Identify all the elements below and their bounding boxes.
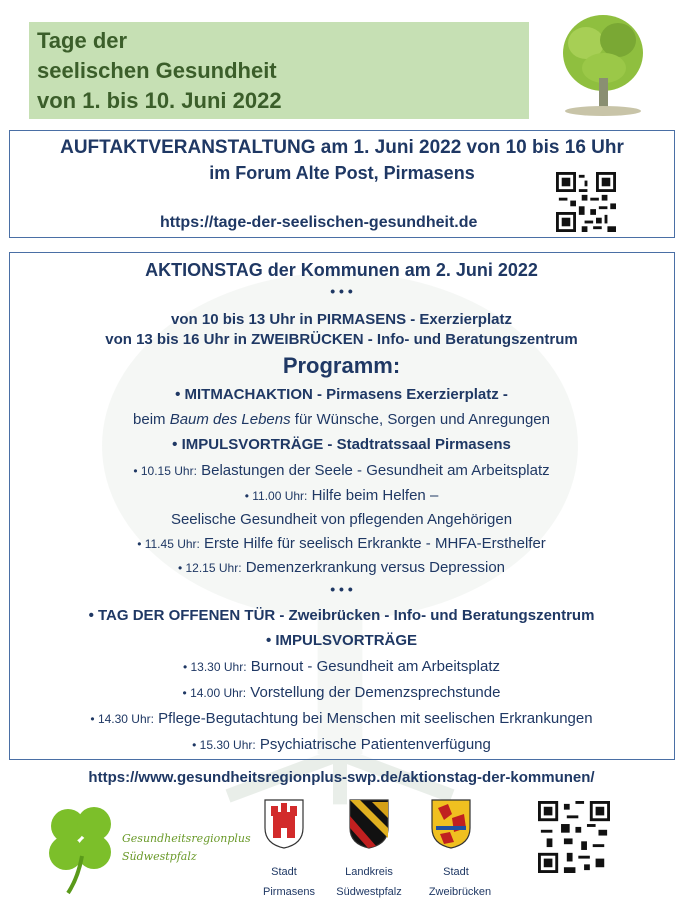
talk-row: Seelische Gesundheit von pflegenden Angehörigen: [170, 511, 513, 528]
impuls-pirmasens: • IMPULSVORTRÄGE - Stadtratssaal Pirmasens: [172, 436, 511, 453]
talk-row: • 11.45 Uhr: Erste Hilfe für seelisch Erkrankte - MHFA-Ersthelfer: [137, 535, 546, 552]
crest-label-swp-2: Südwestpfalz: [336, 886, 402, 898]
zweibruecken-crest-icon: [430, 798, 472, 850]
impuls-zweibruecken: • IMPULSVORTRÄGE: [265, 632, 418, 649]
opening-headline: AUFTAKTVERANSTALTUNG am 1. Juni 2022 von 10 bis 16 Uhr: [60, 137, 624, 158]
time-line-pirmasens: von 10 bis 13 Uhr in PIRMASENS - Exerzierplatz: [171, 311, 512, 328]
logo-text-2: Südwestpfalz: [122, 850, 197, 863]
talk-row: • 13.30 Uhr: Burnout - Gesundheit am Arbeitsplatz: [182, 658, 501, 675]
action-day-headline: AKTIONSTAG der Kommunen am 2. Juni 2022: [145, 260, 538, 280]
title-block: [29, 22, 529, 119]
talk-row: • 10.15 Uhr: Belastungen der Seele - Gesundheit am Arbeitsplatz: [133, 462, 550, 479]
talk-row: • 11.00 Uhr: Hilfe beim Helfen –: [244, 487, 439, 504]
logo-text-1: Gesundheitsregionplus: [122, 832, 251, 845]
crest-label-swp-1: Landkreis: [345, 866, 393, 878]
suedwestpfalz-crest-icon: [348, 798, 390, 850]
opening-location: im Forum Alte Post, Pirmasens: [209, 163, 475, 183]
clover-icon: [38, 798, 128, 898]
talk-row: • 12.15 Uhr: Demenzerkrankung versus Depression: [177, 559, 506, 576]
crest-label-pirmasens-2: Pirmasens: [263, 886, 315, 898]
pirmasens-crest-icon: [263, 798, 305, 850]
talk-row: • 14.30 Uhr: Pflege-Begutachtung bei Menschen mit seelischen Erkrankungen: [90, 710, 593, 727]
opening-url-link[interactable]: https://tage-der-seelischen-gesundheit.de: [160, 214, 478, 231]
separator-dots: • • •: [330, 283, 353, 299]
title-line-1: Tage der: [37, 28, 128, 53]
time-line-zweibruecken: von 13 bis 16 Uhr in ZWEIBRÜCKEN - Info- und Beratungszentrum: [105, 331, 578, 348]
qr-code-icon[interactable]: [556, 172, 616, 232]
talk-row: • 14.00 Uhr: Vorstellung der Demenzsprechstunde: [182, 684, 501, 701]
crest-label-pirmasens-1: Stadt: [271, 866, 297, 878]
mitmach-subline: beim Baum des Lebens für Wünsche, Sorgen und Anregungen: [133, 411, 550, 428]
crest-label-zw-2: Zweibrücken: [428, 886, 492, 898]
program-title: Programm:: [282, 353, 401, 378]
title-line-2: seelischen Gesundheit: [37, 58, 277, 83]
qr-code-2-icon[interactable]: [538, 801, 610, 873]
separator-dots-2: • • •: [330, 581, 353, 597]
gesundheitsregion-logo: [38, 798, 251, 898]
mitmach-action: • MITMACHAKTION - Pirmasens Exerzierplatz -: [175, 386, 508, 403]
tree-of-life-icon: [556, 8, 651, 120]
open-day: • TAG DER OFFENEN TÜR - Zweibrücken - Info- und Beratungszentrum: [88, 607, 595, 624]
crest-label-zw-1: Stadt: [443, 866, 469, 878]
action-day-url-link[interactable]: https://www.gesundheitsregionplus-swp.de/aktionstag-der-kommunen/: [88, 769, 595, 786]
title-line-3: von 1. bis 10. Juni 2022: [37, 88, 282, 113]
talk-row: • 15.30 Uhr: Psychiatrische Patientenverfügung: [192, 736, 491, 753]
